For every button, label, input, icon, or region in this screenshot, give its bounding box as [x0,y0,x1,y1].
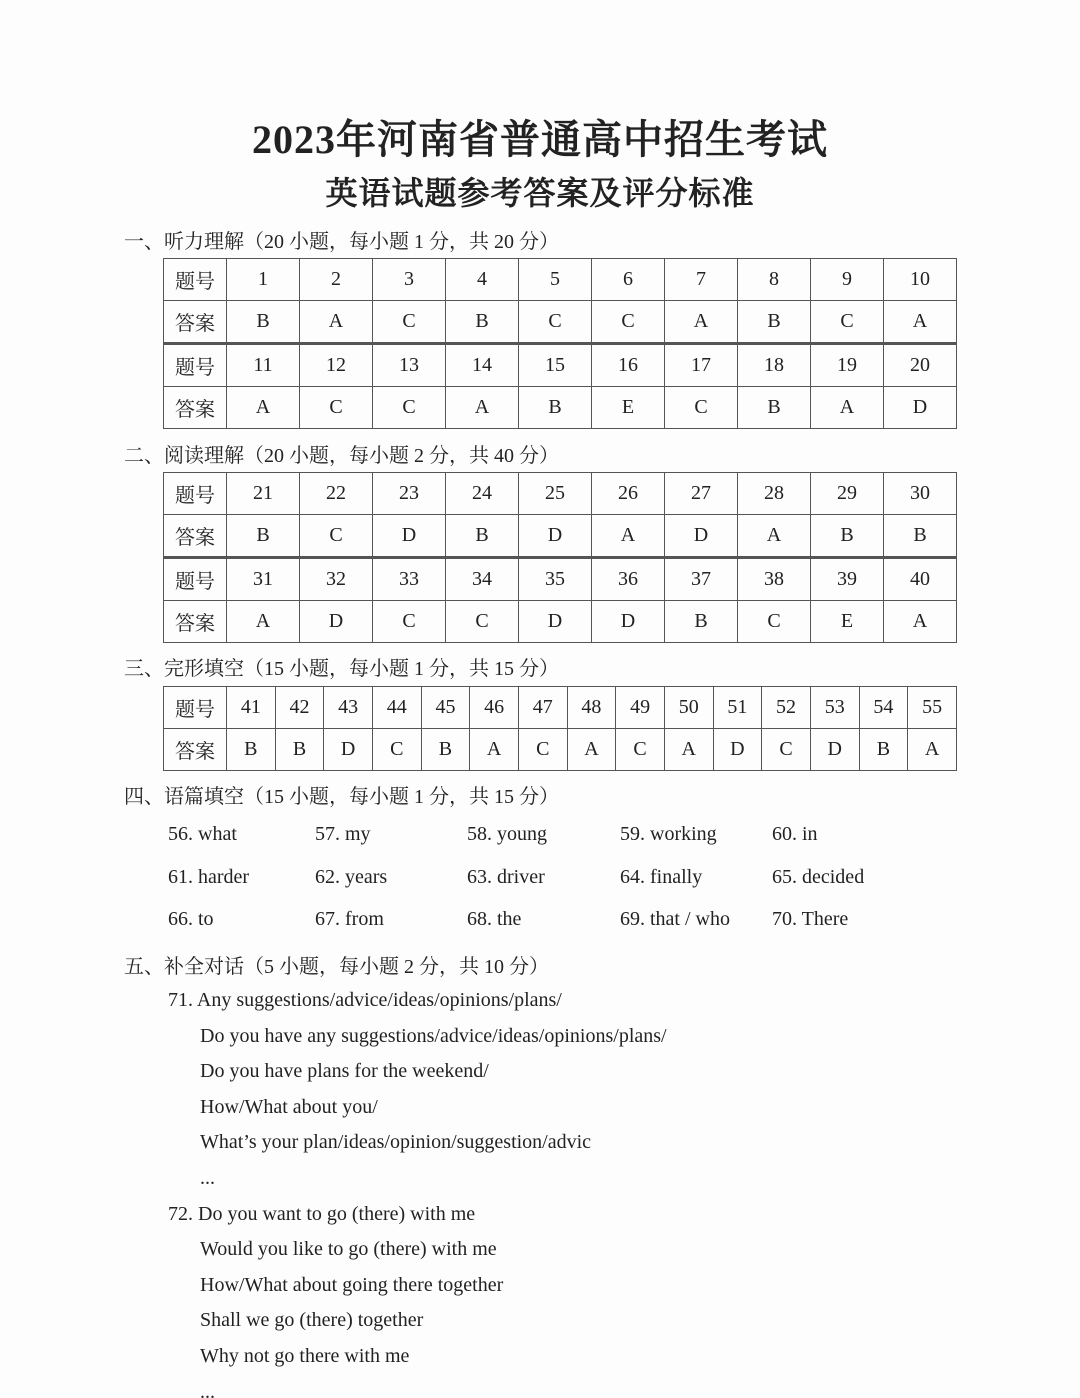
question-number-cell: 39 [811,558,884,601]
question-number-cell: 50 [664,687,713,729]
question-number-cell: 27 [665,473,738,515]
answer-row [164,729,957,771]
alternative-answer: Do you have plans for the weekend/ [200,1060,489,1083]
question-number-cell: 28 [738,473,811,515]
answer-cell: A [567,729,616,771]
question-number-cell: 22 [300,473,373,515]
answer-cell: D [592,601,665,643]
question-label: 题号 [164,259,227,301]
answer-cell: D [519,601,592,643]
answer-cell: C [372,729,421,771]
question-number-cell: 18 [738,344,811,387]
question-number-row [164,473,957,515]
answer-cell: D [884,387,957,429]
answer-cell: C [665,387,738,429]
answer-label: 答案 [164,515,227,558]
question-number-cell: 41 [227,687,276,729]
answer-cell: D [519,515,592,558]
answer-row [164,601,957,643]
question-number-cell: 5 [519,259,592,301]
question-number-row [164,259,957,301]
answer-cell: C [738,601,811,643]
question-label: 题号 [164,473,227,515]
question-number-cell: 48 [567,687,616,729]
answer-cell: C [446,601,519,643]
answer-cell: B [227,515,300,558]
question-number-cell: 9 [811,259,884,301]
question-number-cell: 29 [811,473,884,515]
question-number-cell: 3 [373,259,446,301]
question-number-cell: 11 [227,344,300,387]
answer-cell: B [665,601,738,643]
answer-row [164,301,957,344]
question-number-cell: 23 [373,473,446,515]
question-number-row [164,344,957,387]
answer-cell: D [810,729,859,771]
question-number-cell: 35 [519,558,592,601]
fill-answer: 68. the [467,908,522,930]
answer-cell: A [664,729,713,771]
answer-cell: A [300,301,373,344]
section-3-heading: 三、完形填空（15 小题，每小题 1 分，共 15 分） [124,658,559,680]
question-number-cell: 47 [518,687,567,729]
answer-cell: B [421,729,470,771]
question-number-cell: 44 [372,687,421,729]
fill-answer: 56. what [168,823,237,845]
listening-answer-table [163,258,957,429]
answer-cell: E [592,387,665,429]
answer-cell: B [859,729,908,771]
answer-cell: B [227,729,276,771]
question-number-cell: 46 [470,687,519,729]
answer-cell: A [665,301,738,344]
answer-cell: C [519,301,592,344]
question-number-cell: 17 [665,344,738,387]
alternative-answer: Why not go there with me [200,1344,410,1367]
answer-row [164,515,957,558]
answer-cell: C [811,301,884,344]
answer-cell: A [884,301,957,344]
reading-answer-table [163,472,957,643]
fill-answer: 58. young [467,823,547,845]
question-number-cell: 32 [300,558,373,601]
answer-cell: B [446,515,519,558]
section-2-heading: 二、阅读理解（20 小题，每小题 2 分，共 40 分） [124,445,559,467]
question-number-cell: 25 [519,473,592,515]
fill-answer: 62. years [315,866,388,888]
question-number-cell: 20 [884,344,957,387]
alternative-answer: How/What about going there together [200,1273,504,1296]
answer-cell: C [762,729,811,771]
alternative-answer: Would you like to go (there) with me [200,1238,497,1261]
answer-cell: D [324,729,373,771]
question-number-cell: 34 [446,558,519,601]
answer-cell: E [811,601,884,643]
question-number-cell: 2 [300,259,373,301]
answer-cell: B [884,515,957,558]
question-number-cell: 10 [884,259,957,301]
answer-cell: C [373,601,446,643]
question-number-cell: 38 [738,558,811,601]
question-number-cell: 15 [519,344,592,387]
answer-cell: C [592,301,665,344]
answer-cell: C [300,515,373,558]
question-number-cell: 21 [227,473,300,515]
question-number-cell: 53 [810,687,859,729]
dialogue-answer: 71. Any suggestions/advice/ideas/opinions/plans/ [168,989,562,1011]
question-number-row [164,558,957,601]
question-number-cell: 8 [738,259,811,301]
question-number-cell: 30 [884,473,957,515]
answer-label: 答案 [164,601,227,643]
answer-label: 答案 [164,301,227,344]
question-label: 题号 [164,687,227,729]
question-number-cell: 52 [762,687,811,729]
dialogue-answer: 72. Do you want to go (there) with me [168,1202,476,1225]
section-4-heading: 四、语篇填空（15 小题，每小题 1 分，共 15 分） [124,786,559,808]
answer-cell: B [275,729,324,771]
alternative-answer: What’s your plan/ideas/opinion/suggestion/advic [200,1131,592,1154]
question-label: 题号 [164,344,227,387]
fill-answer: 59. working [620,823,717,845]
question-number-cell: 26 [592,473,665,515]
answer-cell: C [616,729,665,771]
alternative-answer: How/What about you/ [200,1095,378,1118]
answer-cell: D [665,515,738,558]
question-number-cell: 14 [446,344,519,387]
answer-cell: D [373,515,446,558]
answer-cell: C [373,387,446,429]
fill-answer: 57. my [315,823,371,845]
answer-cell: A [908,729,957,771]
answer-cell: B [811,515,884,558]
question-number-cell: 49 [616,687,665,729]
fill-answer: 65. decided [772,866,865,888]
question-label: 题号 [164,558,227,601]
fill-answer: 67. from [315,908,384,930]
question-number-cell: 19 [811,344,884,387]
answer-cell: B [738,301,811,344]
answer-cell: C [373,301,446,344]
fill-answer: 63. driver [467,866,545,888]
question-number-cell: 42 [275,687,324,729]
answer-cell: A [592,515,665,558]
fill-answer: 69. that / who [620,908,730,930]
page-title: 2023年河南省普通高中招生考试 [252,117,828,162]
question-number-cell: 55 [908,687,957,729]
alternative-answer: Do you have any suggestions/advice/ideas/opinions/plans/ [200,1024,667,1047]
question-number-cell: 51 [713,687,762,729]
fill-answer: 66. to [168,908,214,930]
cloze-answer-table [163,686,957,771]
question-number-cell: 31 [227,558,300,601]
answer-cell: A [738,515,811,558]
fill-answer: 64. finally [620,866,703,888]
alternative-answer: Shall we go (there) together [200,1309,424,1332]
question-number-cell: 37 [665,558,738,601]
dialogue-answers [168,983,667,1398]
fill-answer: 61. harder [168,866,250,888]
fill-answer: 70. There [772,908,849,930]
question-number-cell: 7 [665,259,738,301]
section-1-heading: 一、听力理解（20 小题，每小题 1 分，共 20 分） [124,231,559,253]
answer-cell: A [227,387,300,429]
question-number-cell: 54 [859,687,908,729]
section-5-heading: 五、补全对话（5 小题，每小题 2 分，共 10 分） [124,956,549,978]
answer-cell: B [738,387,811,429]
answer-cell: B [446,301,519,344]
question-number-cell: 1 [227,259,300,301]
alternative-answer: ... [200,1166,215,1189]
question-number-cell: 33 [373,558,446,601]
answer-cell: D [713,729,762,771]
answer-cell: A [811,387,884,429]
answer-cell: C [518,729,567,771]
answer-label: 答案 [164,729,227,771]
answer-cell: A [446,387,519,429]
question-number-cell: 13 [373,344,446,387]
question-number-cell: 45 [421,687,470,729]
question-number-cell: 24 [446,473,519,515]
answer-cell: A [470,729,519,771]
answer-cell: B [227,301,300,344]
question-number-cell: 36 [592,558,665,601]
answer-row [164,387,957,429]
question-number-cell: 4 [446,259,519,301]
question-number-cell: 40 [884,558,957,601]
answer-cell: A [884,601,957,643]
question-number-cell: 6 [592,259,665,301]
question-number-cell: 12 [300,344,373,387]
question-number-cell: 43 [324,687,373,729]
alternative-answer: ... [200,1380,215,1398]
answer-cell: B [519,387,592,429]
answer-cell: D [300,601,373,643]
page-subtitle: 英语试题参考答案及评分标准 [325,175,755,211]
answer-cell: A [227,601,300,643]
question-number-row [164,687,957,729]
question-number-cell: 16 [592,344,665,387]
answer-cell: C [300,387,373,429]
answer-label: 答案 [164,387,227,429]
fill-answer: 60. in [772,823,818,845]
